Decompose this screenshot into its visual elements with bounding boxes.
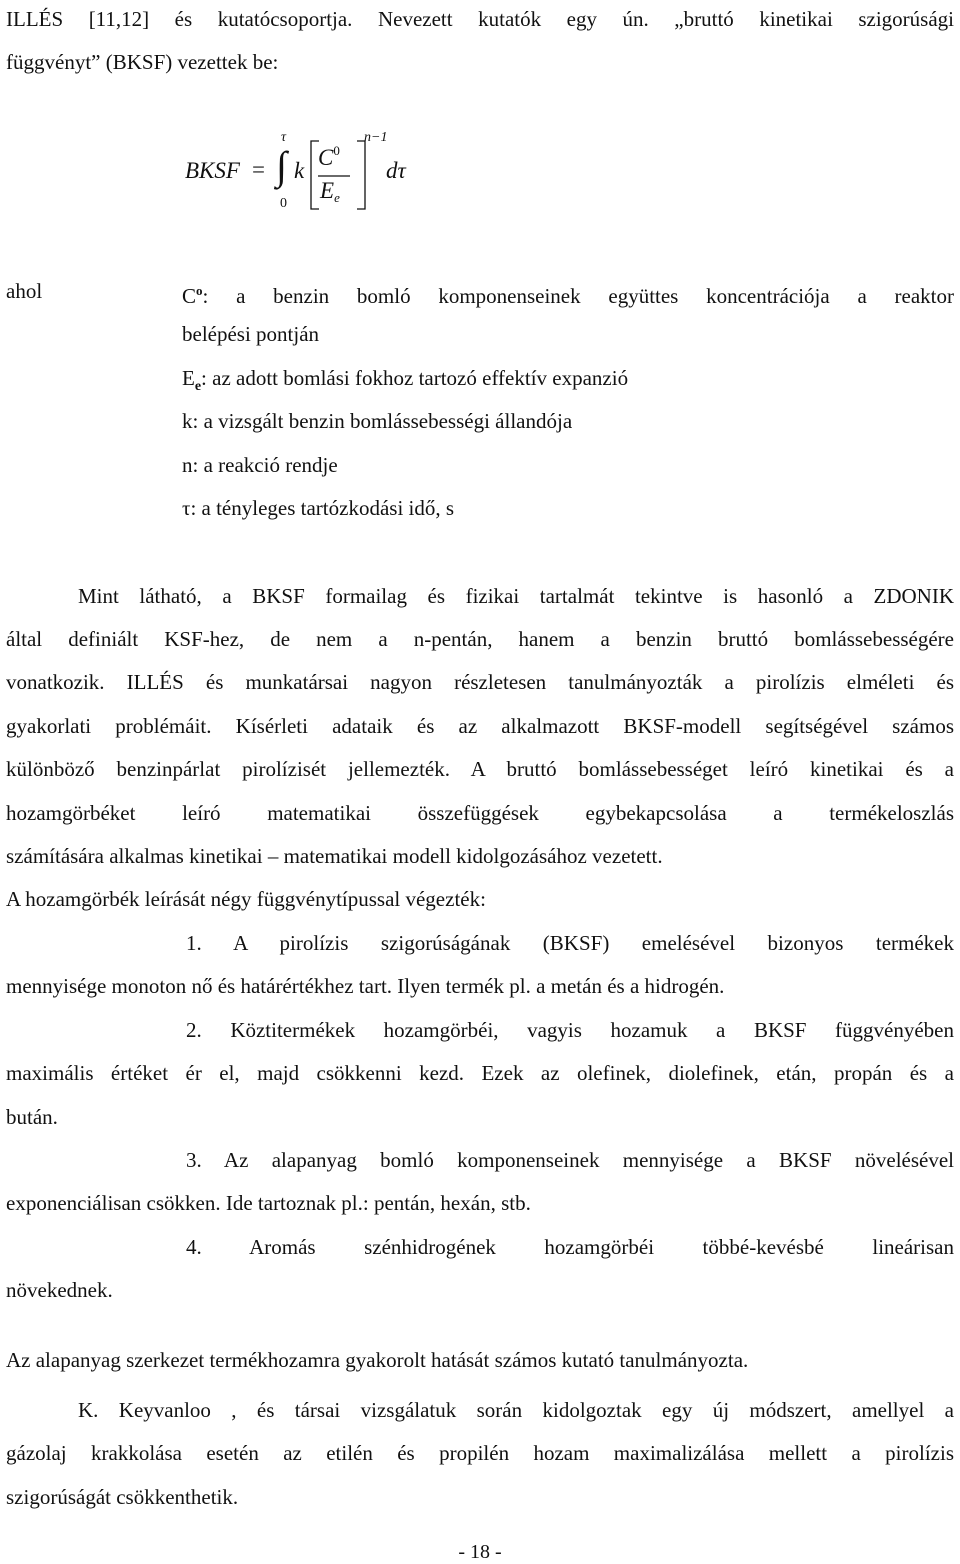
def-tau: τ: a tényleges tartózkodási idő, s	[182, 496, 455, 520]
list-item-3-rest: exponenciálisan csökken. Ide tartoznak pl.: pentán, hexán, stb.	[6, 1191, 531, 1215]
para1-line-3: vonatkozik. ILLÉS és munkatársai nagyon részletesen tanulmányozták a pirolízis elméleti és	[6, 670, 954, 694]
integral-sign: ∫	[276, 143, 287, 188]
formula-dtau: dτ	[386, 158, 406, 183]
exponent: n−1	[364, 130, 388, 145]
list-item-2-first: 2. Köztitermékek hozamgörbéi, vagyis hozamuk a BKSF függvényében	[186, 1018, 954, 1042]
formula-k: k	[294, 158, 305, 183]
intro-line-1: ILLÉS [11,12] és kutatócsoportja. Nevezett kutatók egy ún. „bruttó kinetikai szigorúsági	[6, 7, 954, 31]
list-item-4-first: 4. Aromás szénhidrogének hozamgörbéi többé-kevésbé lineárisan	[186, 1235, 954, 1259]
integral-lower-limit: 0	[280, 196, 287, 211]
para1-line-4: gyakorlati problémáit. Kísérleti adataik és az alkalmazott BKSF-modell segítségével számos	[6, 714, 954, 738]
list-item-4-rest: növekednek.	[6, 1278, 113, 1302]
para3-line-1: K. Keyvanloo , és társai vizsgálatuk során kidolgoztak egy új módszert, amellyel a	[78, 1398, 954, 1422]
para1-line-5: különböző benzinpárlat pirolízisét jellemezték. A bruttó bomlássebességet leíró kinetikai és a	[6, 757, 954, 781]
formula-lhs: BKSF	[185, 158, 240, 183]
fraction-numerator: $C^0$	[318, 143, 340, 170]
para1-line-6: hozamgörbéket leíró matematikai összefüggések egybekapcsolása a termékeloszlás	[6, 801, 954, 825]
def-k: k: a vizsgált benzin bomlássebességi állandója	[182, 409, 573, 433]
list-intro: A hozamgörbék leírását négy függvénytípussal végezték:	[6, 887, 486, 911]
list-item-3-first: 3. Az alapanyag bomló komponenseinek mennyisége a BKSF növelésével	[186, 1148, 954, 1172]
def-ee: $E_e$: az adott bomlási fokhoz tartozó effektív expanzió	[182, 366, 629, 394]
para1-line-2: által definiált KSF-hez, de nem a n-pentán, hanem a benzin bruttó bomlássebességére	[6, 627, 954, 651]
para3-line-2: gázolaj krakkolása esetén az etilén és propilén hozam maximalizálása mellett a pirolízis	[6, 1441, 954, 1465]
bksf-formula	[180, 130, 440, 220]
para3-line-3: szigorúságát csökkenthetik.	[6, 1485, 239, 1509]
right-bracket	[356, 140, 366, 210]
def-c0-cont: belépési pontján	[182, 322, 320, 346]
def-c0: $C^o$: a benzin bomló komponenseinek együttes koncentrációja a reaktor	[182, 283, 954, 308]
formula-equals: =	[252, 157, 265, 182]
list-item-1-first: 1. A pirolízis szigorúságának (BKSF) emelésével bizonyos termékek	[186, 931, 954, 955]
page-number: - 18 -	[458, 1541, 502, 1563]
integral-upper-limit: τ	[281, 130, 287, 145]
ahol-label: ahol	[6, 279, 43, 303]
para1-line-1: Mint látható, a BKSF formailag és fizikai tartalmát tekintve is hasonló a ZDONIK	[78, 584, 954, 608]
list-item-1-rest: mennyisége monoton nő és határértékhez tart. Ilyen termék pl. a metán és a hidrogén.	[6, 974, 725, 998]
para1-line-7: számítására alkalmas kinetikai – matematikai modell kidolgozásához vezetett.	[6, 844, 663, 868]
def-n: n: a reakció rendje	[182, 453, 338, 477]
fraction-denominator: $E_e$	[320, 178, 340, 205]
para2: Az alapanyag szerkezet termékhozamra gyakorolt hatását számos kutató tanulmányozta.	[6, 1348, 749, 1372]
list-item-2-rest-1: maximális értéket ér el, majd csökkenni kezd. Ezek az olefinek, diolefinek, etán, propán és a	[6, 1061, 954, 1085]
list-item-2-rest-2: bután.	[6, 1105, 58, 1129]
intro-line-2: függvényt” (BKSF) vezettek be:	[6, 50, 279, 74]
